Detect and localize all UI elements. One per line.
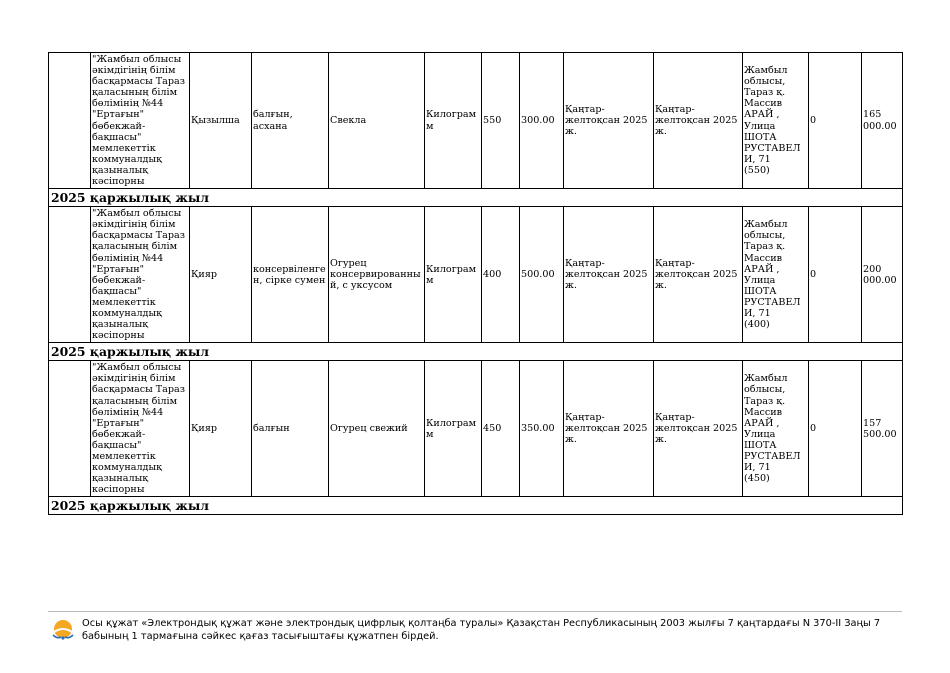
unit-cell: Килограмм <box>425 361 482 497</box>
row-number-cell <box>49 53 91 189</box>
advance-cell: 0 <box>809 361 862 497</box>
egov-sun-logo-icon <box>51 618 75 642</box>
row-number-cell <box>49 207 91 343</box>
item-name-ru-cell: Огурец консервированный, с уксусом <box>329 207 425 343</box>
total-amount-cell: 200 000.00 <box>862 207 903 343</box>
period-end-cell: Қаңтар-желтоқсан 2025 ж. <box>654 361 743 497</box>
table-row <box>49 53 903 189</box>
delivery-address-quantity: (450) <box>744 473 770 485</box>
item-name-kz-cell: Қызылша <box>190 53 252 189</box>
customer-cell: "Жамбыл облысы әкімдігінің білім басқармасы Тараз қаласының білім бөлімінің №44 "Ертағын" бөбекжай-бақшасы" мемлекеттік коммуналдық қазыналық кәсіпорны <box>91 361 190 497</box>
row-number-cell <box>49 361 91 497</box>
table-row <box>49 361 903 497</box>
unit-price-cell: 300.00 <box>520 53 564 189</box>
fiscal-year-label: 2025 қаржылық жыл <box>49 343 903 361</box>
unit-cell: Килограмм <box>425 53 482 189</box>
delivery-address-quantity: (550) <box>744 164 770 176</box>
period-end-cell: Қаңтар-желтоқсан 2025 ж. <box>654 207 743 343</box>
quantity-cell: 400 <box>482 207 520 343</box>
fiscal-year-row <box>49 343 903 361</box>
delivery-address-text: Жамбыл облысы, Тараз қ. Массив АРАЙ , Улица ШОТА РУСТАВЕЛИ, 71 <box>744 65 801 165</box>
unit-price-cell: 500.00 <box>520 207 564 343</box>
document-footer <box>48 611 902 642</box>
item-name-kz-cell: Қияр <box>190 361 252 497</box>
unit-price-cell: 350.00 <box>520 361 564 497</box>
fiscal-year-label: 2025 қаржылық жыл <box>49 189 903 207</box>
delivery-address-text: Жамбыл облысы, Тараз қ. Массив АРАЙ , Улица ШОТА РУСТАВЕЛИ, 71 <box>744 219 801 319</box>
procurement-plan-table <box>48 52 903 515</box>
procurement-plan-table-container <box>48 52 902 515</box>
unit-cell: Килограмм <box>425 207 482 343</box>
total-amount-cell: 165 000.00 <box>862 53 903 189</box>
quantity-cell: 550 <box>482 53 520 189</box>
quantity-cell: 450 <box>482 361 520 497</box>
advance-cell: 0 <box>809 53 862 189</box>
customer-cell: "Жамбыл облысы әкімдігінің білім басқармасы Тараз қаласының білім бөлімінің №44 "Ертағын" бөбекжай-бақшасы" мемлекеттік коммуналдық қазыналық кәсіпорны <box>91 207 190 343</box>
period-end-cell: Қаңтар-желтоқсан 2025 ж. <box>654 53 743 189</box>
period-start-cell: Қаңтар-желтоқсан 2025 ж. <box>564 53 654 189</box>
fiscal-year-row <box>49 189 903 207</box>
advance-cell: 0 <box>809 207 862 343</box>
item-name-ru-cell: Огурец свежий <box>329 361 425 497</box>
delivery-address-cell <box>743 361 809 497</box>
item-description-kz-cell: балғын, асхана <box>252 53 329 189</box>
customer-cell: "Жамбыл облысы әкімдігінің білім басқармасы Тараз қаласының білім бөлімінің №44 "Ертағын" бөбекжай-бақшасы" мемлекеттік коммуналдық қазыналық кәсіпорны <box>91 53 190 189</box>
delivery-address-quantity: (400) <box>744 319 770 331</box>
item-name-ru-cell: Свекла <box>329 53 425 189</box>
period-start-cell: Қаңтар-желтоқсан 2025 ж. <box>564 361 654 497</box>
delivery-address-cell <box>743 207 809 343</box>
item-name-kz-cell: Қияр <box>190 207 252 343</box>
table-row <box>49 207 903 343</box>
period-start-cell: Қаңтар-желтоқсан 2025 ж. <box>564 207 654 343</box>
legal-notice-text: Осы құжат «Электрондық құжат және электрондық цифрлық қолтаңба туралы» Қазақстан Республикасының 2003 жылғы 7 қаңтардағы N 370-II Заңы 7 бабының 1 тармағына сәйкес қағаз тасығыштағы құжатпен бірдей. <box>82 618 881 642</box>
delivery-address-cell <box>743 53 809 189</box>
delivery-address-text: Жамбыл облысы, Тараз қ. Массив АРАЙ , Улица ШОТА РУСТАВЕЛИ, 71 <box>744 373 801 474</box>
fiscal-year-row <box>49 497 903 515</box>
item-description-kz-cell: консервіленген, сірке сумен <box>252 207 329 343</box>
fiscal-year-label: 2025 қаржылық жыл <box>49 497 903 515</box>
total-amount-cell: 157 500.00 <box>862 361 903 497</box>
item-description-kz-cell: балғын <box>252 361 329 497</box>
